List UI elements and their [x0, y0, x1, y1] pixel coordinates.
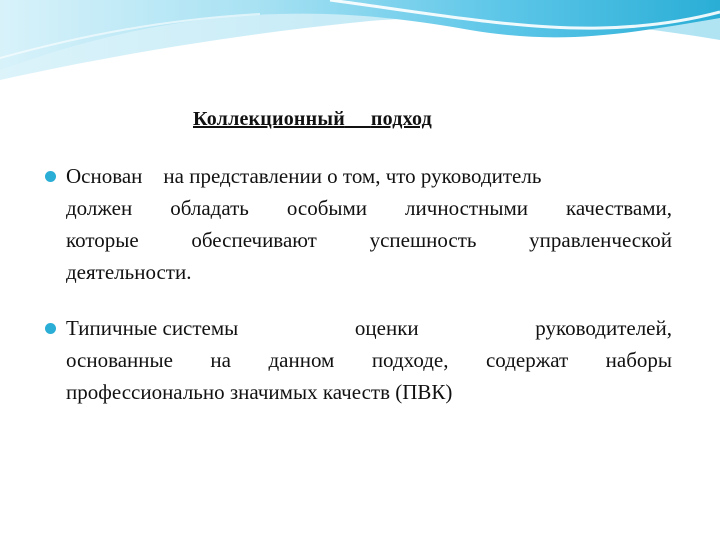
bullet-list	[42, 160, 672, 432]
wave-front	[0, 0, 720, 70]
bullet-2-word-1: Типичные системы	[66, 316, 239, 340]
bullet-2-word-2: оценки	[354, 316, 419, 340]
bullet-item-1	[42, 160, 672, 288]
bullet-1-line-2: должен обладать особыми личностными качествами,	[66, 196, 672, 220]
bullet-1-line-1: Основан на представлении о том, что руководитель	[66, 164, 542, 188]
bullet-2-line-2: основанные на данном подходе, содержат наборы	[66, 348, 672, 372]
bullet-2-line-3: профессионально значимых качеств (ПВК)	[66, 380, 453, 404]
bullet-1-line-4: деятельности.	[66, 260, 192, 284]
bullet-1-line-3: которые обеспечивают успешность управленческой	[66, 228, 672, 252]
bullet-dot-icon	[45, 171, 56, 182]
bullet-item-2	[42, 312, 672, 408]
slide-title	[193, 108, 432, 131]
bullet-2-line-1	[66, 312, 672, 344]
title-word-1: Коллекционный	[193, 108, 345, 130]
bullet-dot-icon	[45, 323, 56, 334]
header-wave-decoration	[0, 0, 720, 110]
title-word-2: подход	[370, 108, 432, 130]
bullet-2-word-3: руководителей,	[535, 316, 672, 340]
